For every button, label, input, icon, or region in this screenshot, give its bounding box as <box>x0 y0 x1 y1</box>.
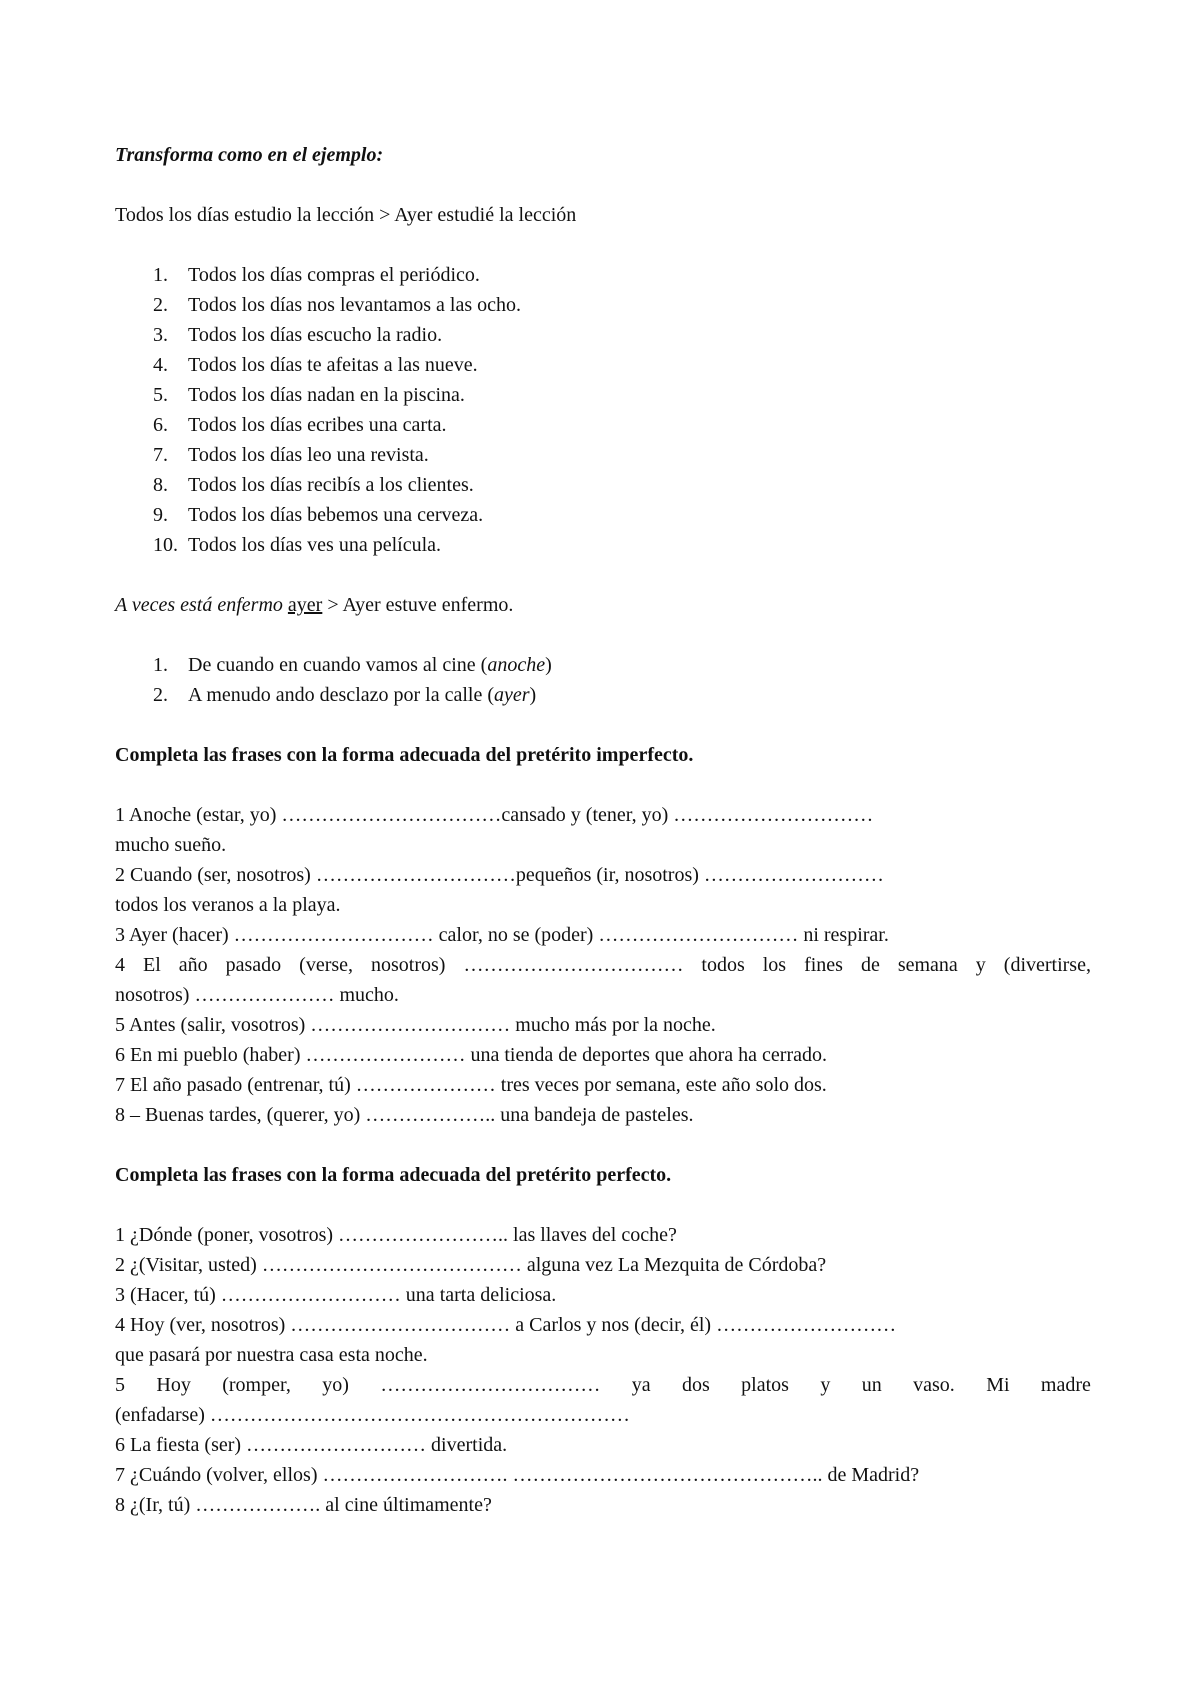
section1-heading: Transforma como en el ejemplo: <box>115 144 384 166</box>
list-item: 1. De cuando en cuando vamos al cine (anoche) <box>153 654 552 676</box>
section1-example: Todos los días estudio la lección > Ayer estudié la lección <box>115 204 577 226</box>
exercise-line-justified: 4 El año pasado (verse, nosotros) …………………………… todos los fines de semana y (divertirse, <box>115 954 1091 976</box>
example-rest: > Ayer estuve enfermo. <box>327 594 514 616</box>
section2-example <box>115 590 1091 620</box>
section4-heading: Completa las frases con la forma adecuada del pretérito perfecto. <box>115 1164 672 1186</box>
example-italic: A veces está enfermo <box>115 594 283 616</box>
exercise-line: (enfadarse) ……………………………………………………… <box>115 1404 630 1426</box>
section3-heading: Completa las frases con la forma adecuada del pretérito imperfecto. <box>115 744 694 766</box>
exercise-line: 6 La fiesta (ser) ……………………… divertida. <box>115 1434 508 1456</box>
exercise-line: 7 ¿Cuándo (volver, ellos) ………………………. ……………………………………….. de Madrid? <box>115 1464 920 1486</box>
list-item: 10. Todos los días ves una película. <box>153 534 441 556</box>
exercise-line: 5 Antes (salir, vosotros) ………………………… mucho más por la noche. <box>115 1014 716 1036</box>
exercise-line: 2 Cuando (ser, nosotros) …………………………pequeños (ir, nosotros) ……………………… <box>115 864 884 886</box>
exercise-line: 6 En mi pueblo (haber) …………………… una tienda de deportes que ahora ha cerrado. <box>115 1044 827 1066</box>
exercise-line: 1 Anoche (estar, yo) ……………………………cansado y (tener, yo) ………………………… <box>115 804 874 826</box>
exercise-line: 2 ¿(Visitar, usted) ………………………………… alguna vez La Mezquita de Córdoba? <box>115 1254 827 1276</box>
exercise-line: nosotros) ………………… mucho. <box>115 984 399 1006</box>
example-underlined: ayer <box>287 594 323 616</box>
exercise-line: 3 Ayer (hacer) ………………………… calor, no se (poder) ………………………… ni respirar. <box>115 924 889 946</box>
section2-list <box>115 650 1091 710</box>
exercise-line: 3 (Hacer, tú) ……………………… una tarta deliciosa. <box>115 1284 557 1306</box>
list-item: 1. Todos los días compras el periódico. <box>153 264 480 286</box>
exercise-line: 8 – Buenas tardes, (querer, yo) ……………….. una bandeja de pasteles. <box>115 1104 694 1126</box>
exercise-line: que pasará por nuestra casa esta noche. <box>115 1344 428 1366</box>
list-item: 3. Todos los días escucho la radio. <box>153 324 443 346</box>
section1-list <box>115 260 1091 560</box>
list-item: 4. Todos los días te afeitas a las nueve. <box>153 354 478 376</box>
list-item: 6. Todos los días ecribes una carta. <box>153 414 447 436</box>
exercise-line: 7 El año pasado (entrenar, tú) ………………… tres veces por semana, este año solo dos. <box>115 1074 827 1096</box>
exercise-line: todos los veranos a la playa. <box>115 894 341 916</box>
list-item: 2. Todos los días nos levantamos a las ocho. <box>153 294 521 316</box>
list-item: 2. A menudo ando desclazo por la calle (ayer) <box>153 684 537 706</box>
exercise-line-justified: 5 Hoy (romper, yo) …………………………… ya dos platos y un vaso. Mi madre <box>115 1374 1091 1396</box>
exercise-line: 1 ¿Dónde (poner, vosotros) …………………….. las llaves del coche? <box>115 1224 677 1246</box>
list-item: 9. Todos los días bebemos una cerveza. <box>153 504 484 526</box>
list-item: 7. Todos los días leo una revista. <box>153 444 429 466</box>
exercise-line: 8 ¿(Ir, tú) ………………. al cine últimamente? <box>115 1494 492 1516</box>
list-item: 5. Todos los días nadan en la piscina. <box>153 384 465 406</box>
exercise-line: mucho sueño. <box>115 834 227 856</box>
exercise-line: 4 Hoy (ver, nosotros) …………………………… a Carlos y nos (decir, él) ……………………… <box>115 1314 897 1336</box>
list-item: 8. Todos los días recibís a los clientes. <box>153 474 474 496</box>
worksheet-page <box>115 140 1091 1520</box>
